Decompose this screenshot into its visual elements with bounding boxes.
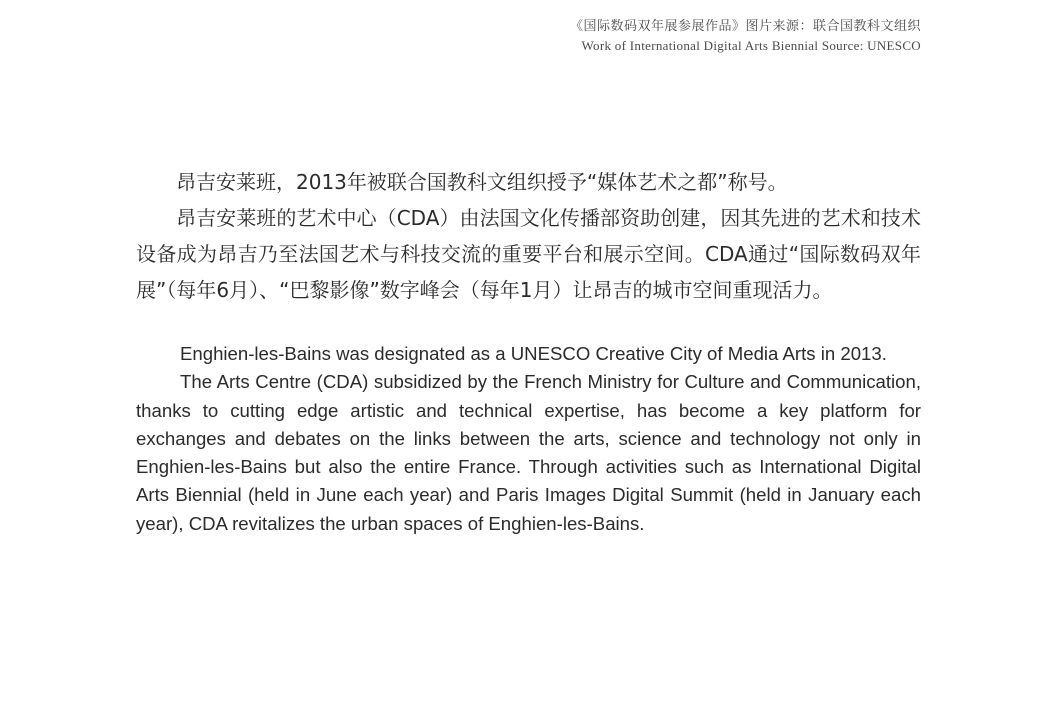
chinese-paragraph-2: 昂吉安莱班的艺术中心（CDA）由法国文化传播部资助创建，因其先进的艺术和技术设备成为昂吉乃至法国艺术与科技交流的重要平台和展示空间。CDA通过“国际数码双年展”（每年6月）、“巴黎影像”数字峰会（每年1月）让昂吉的城市空间重现活力。 [136, 206, 921, 302]
english-paragraph-1: Enghien-les-Bains was designated as a UNESCO Creative City of Media Arts in 2013. [180, 343, 887, 364]
english-text-block [136, 340, 921, 538]
article-body [136, 164, 921, 538]
image-caption [570, 16, 921, 56]
caption-chinese: 《国际数码双年展参展作品》图片来源：联合国教科文组织 [569, 18, 921, 33]
english-paragraph-2: The Arts Centre (CDA) subsidized by the French Ministry for Culture and Communication, thanks to cutting edge artistic and technical expertise, has become a key platform for exchanges and debates on the links between the arts, science and technology not only in Enghien-les-Bains but also the entire France. Through activities such as International Digital Arts Biennial (held in June each year) and Paris Images Digital Summit (held in January each year), CDA revitalizes the urban spaces of Enghien-les-Bains. [136, 371, 921, 534]
caption-english: Work of International Digital Arts Biennial Source: UNESCO [581, 38, 921, 53]
chinese-paragraph-1: 昂吉安莱班，2013年被联合国教科文组织授予“媒体艺术之都”称号。 [176, 170, 788, 194]
chinese-text-block [136, 164, 921, 308]
